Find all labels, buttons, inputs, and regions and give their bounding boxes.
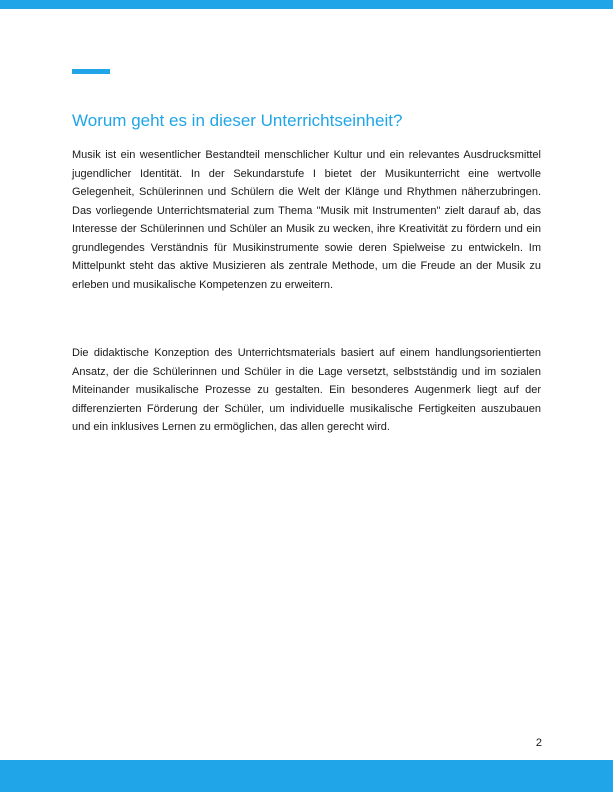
body-paragraph-2: Die didaktische Konzeption des Unterrichtsmaterials basiert auf einem handlungsorientierten Ansatz, der die Schülerinnen und Schüler in die Lage versetzt, selbstständig und im sozialen Miteinander musikalische Prozesse zu gestalten. Ein besonderes Augenmerk liegt auf der differenzierten Förderung der Schüler, um individuelle musikalische Fertigkeiten auszubauen und ein inklusives Lernen zu ermöglichen, das allen gerecht wird. (72, 347, 541, 433)
heading-accent-rule (72, 69, 110, 74)
bottom-accent-bar (0, 760, 613, 792)
top-accent-bar (0, 0, 613, 9)
section-heading: Worum geht es in dieser Unterrichtseinheit? (72, 111, 403, 130)
page-number: 2 (535, 737, 542, 749)
body-paragraph-1: Musik ist ein wesentlicher Bestandteil menschlicher Kultur und ein relevantes Ausdrucksmittel jugendlicher Identität. In der Sekundarstufe I bietet der Musikunterricht eine wertvolle Gelegenheit, Schülerinnen und Schülern die Welt der Klänge und Rhythmen näherzubringen. Das vorliegende Unterrichtsmaterial zum Thema "Musik mit Instrumenten" zielt darauf ab, das Interesse der Schülerinnen und Schüler an Musik zu wecken, ihre Kreativität zu fördern und ein grundlegendes Verständnis für Musikinstrumente sowie deren Spielweise zu entwickeln. Im Mittelpunkt steht das aktive Musizieren als zentrale Methode, um die Freude an der Musik zu erleben und musikalische Kompetenzen zu erweitern. (72, 149, 541, 291)
